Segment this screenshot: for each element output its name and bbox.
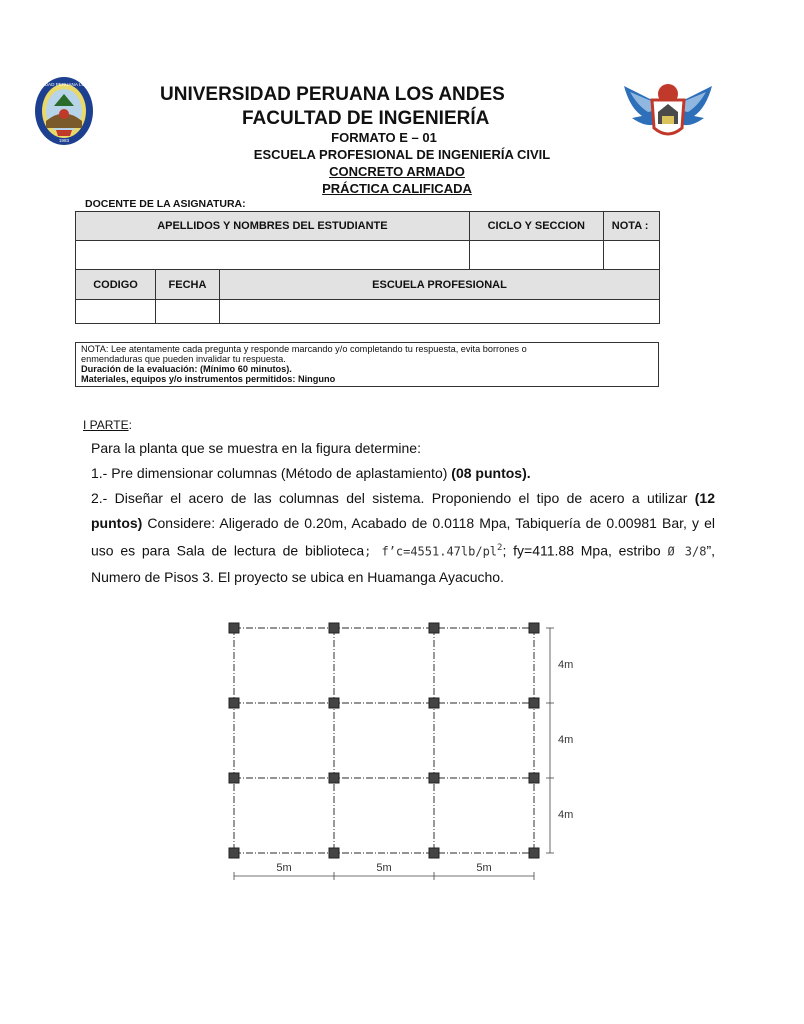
materials-text: Materiales, equipos y/o instrumentos permitidos: Ninguno: [81, 374, 336, 384]
column-3-2: [329, 773, 339, 783]
student-name-field[interactable]: [76, 241, 470, 270]
code-header: CODIGO: [76, 270, 156, 300]
column-2-3: [429, 698, 439, 708]
note-line-2: enmendaduras que pueden invalidar tu respuesta.: [81, 354, 286, 364]
date-header: FECHA: [156, 270, 220, 300]
column-4-4: [529, 848, 539, 858]
column-2-2: [329, 698, 339, 708]
date-field[interactable]: [156, 300, 220, 324]
school-field[interactable]: [220, 300, 660, 324]
duration-text: Duración de la evaluación: (Mínimo 60 minutos).: [81, 364, 292, 374]
column-2-1: [229, 698, 239, 708]
exam-title: PRÁCTICA CALIFICADA: [322, 181, 472, 196]
column-4-3: [429, 848, 439, 858]
column-4-1: [229, 848, 239, 858]
column-1-1: [229, 623, 239, 633]
course-name: CONCRETO ARMADO: [329, 164, 465, 179]
column-2-4: [529, 698, 539, 708]
bay-x-label-1: 5m: [276, 862, 292, 874]
grade-header: NOTA :: [603, 212, 659, 241]
column-3-1: [229, 773, 239, 783]
format-code: FORMATO E – 01: [331, 130, 437, 145]
column-1-3: [429, 623, 439, 633]
cycle-section-header: CICLO Y SECCION: [469, 212, 603, 241]
teacher-label: DOCENTE DE LA ASIGNATURA:: [85, 198, 246, 210]
bay-x-label-3: 5m: [476, 862, 492, 874]
school-name: ESCUELA PROFESIONAL DE INGENIERÍA CIVIL: [253, 147, 551, 162]
svg-text:1983: 1983: [58, 138, 70, 143]
svg-text:UNIVERSIDAD PERUANA LOS ANDES: UNIVERSIDAD PERUANA LOS ANDES: [23, 82, 105, 87]
column-3-3: [429, 773, 439, 783]
cycle-section-field[interactable]: [469, 241, 603, 270]
instructions-box: [75, 342, 659, 387]
question-1: 1.- Pre dimensionar columnas (Método de aplastamiento) (08 puntos).: [91, 465, 531, 481]
column-plan-figure: [210, 612, 590, 884]
student-name-header: APELLIDOS Y NOMBRES DEL ESTUDIANTE: [76, 212, 470, 241]
question-2: 2.- Diseñar el acero de las columnas del sistema. Proponiendo el tipo de acero a utilizar (12 puntos) Considere: Aligerado de 0.20m, Acabado de 0.0118 Mpa, Tabiquería de 0.00981 Bar, y el uso es para Sala de lectura de biblioteca; $f’c=4551.47lb/pl^2$; fy=411.88 Mpa, estribo Ø 3/8”, Numero de Pisos 3. El proyecto se ubica en Huamanga Ayacucho.: [91, 490, 716, 585]
column-1-4: [529, 623, 539, 633]
code-field[interactable]: [76, 300, 156, 324]
part-title: I PARTE:: [83, 418, 132, 432]
faculty-name: FACULTAD DE INGENIERÍA: [242, 108, 490, 129]
grade-field[interactable]: [603, 241, 659, 270]
university-name: UNIVERSIDAD PERUANA LOS ANDES: [160, 84, 505, 105]
bay-y-label-2: 4m: [558, 734, 574, 746]
note-line-1: NOTA: Lee atentamente cada pregunta y responde marcando y/o completando tu respuesta, evita borrones o: [81, 344, 527, 354]
questions-block: [91, 436, 715, 590]
school-header: ESCUELA PROFESIONAL: [220, 270, 660, 300]
bay-x-label-2: 5m: [376, 862, 392, 874]
intro-text: Para la planta que se muestra en la figura determine:: [91, 440, 421, 456]
bay-y-label-3: 4m: [558, 809, 574, 821]
column-4-2: [329, 848, 339, 858]
student-info-table: [75, 211, 660, 324]
bay-y-label-1: 4m: [558, 659, 574, 671]
column-3-4: [529, 773, 539, 783]
column-1-2: [329, 623, 339, 633]
